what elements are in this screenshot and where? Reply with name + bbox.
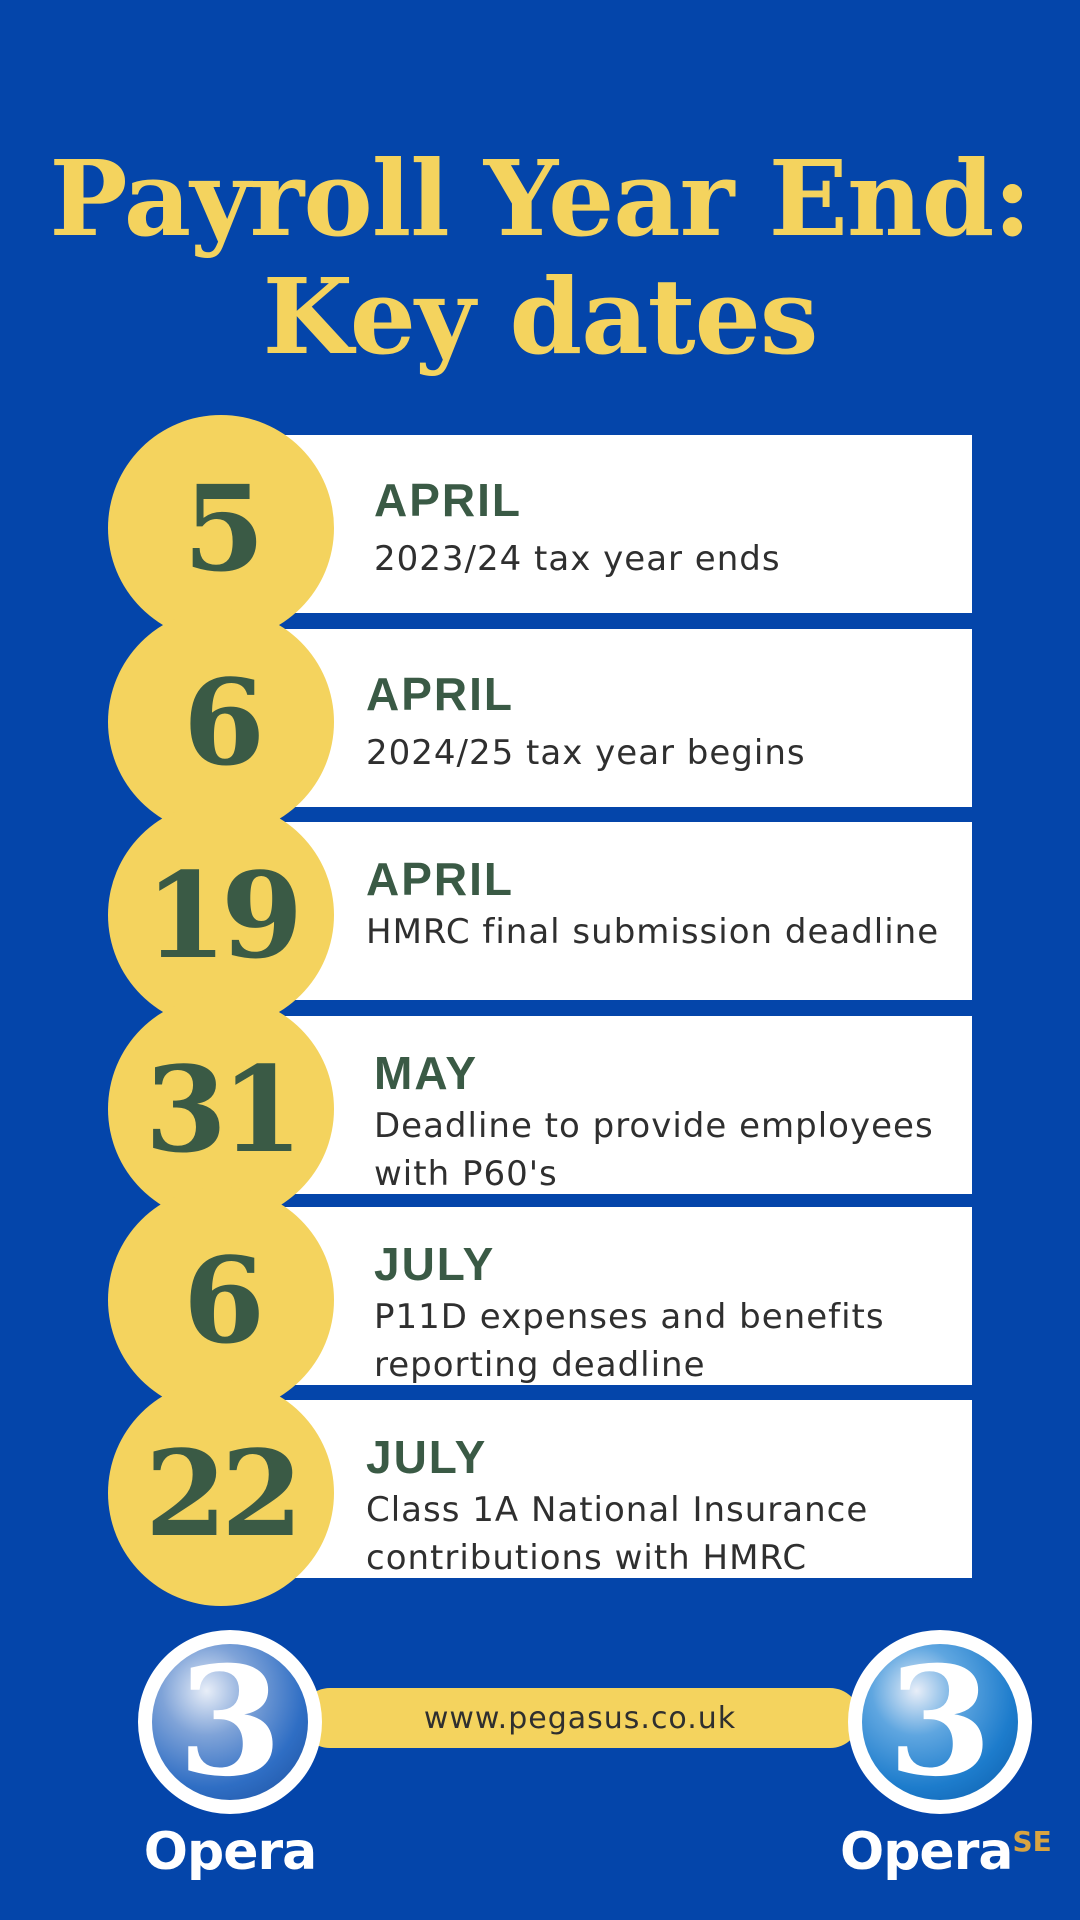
- date-month: JULY: [366, 1431, 488, 1483]
- date-row: [0, 629, 1080, 809]
- opera-logo-left: [130, 1630, 330, 1882]
- date-month: MAY: [374, 1047, 478, 1099]
- opera-se-logo-text: Opera$^{SE}$: [840, 1822, 1052, 1882]
- date-row: [0, 1400, 1080, 1580]
- date-description: P11D expenses and benefits reporting deadline: [374, 1297, 885, 1385]
- date-card: [280, 1400, 972, 1578]
- date-row: [0, 1207, 1080, 1387]
- date-card: [280, 1207, 972, 1385]
- opera-se-suffix: SE: [1012, 1825, 1052, 1858]
- opera-logo-text: Opera: [143, 1822, 317, 1882]
- title-line-2: Key dates: [262, 255, 818, 378]
- date-description: 2023/24 tax year ends: [374, 539, 781, 579]
- page-title: [0, 137, 1080, 378]
- website-url: www.pegasus.co.uk: [423, 1700, 737, 1736]
- date-row: [0, 435, 1080, 615]
- date-description: Deadline to provide employees with P60's: [374, 1106, 934, 1194]
- opera-se-logo-right: [840, 1630, 1052, 1882]
- date-card: [280, 435, 972, 613]
- date-card: [280, 1016, 972, 1194]
- title-line-1: Payroll Year End:: [49, 137, 1031, 260]
- date-row: [0, 822, 1080, 1002]
- date-day-circle: 6: [108, 609, 334, 835]
- opera-3-logo-icon: 3: [848, 1630, 1032, 1814]
- date-day-circle: 19: [108, 802, 334, 1028]
- date-day-circle: 6: [108, 1187, 334, 1413]
- date-description: 2024/25 tax year begins: [366, 733, 806, 773]
- date-day-circle: 22: [108, 1380, 334, 1606]
- date-day-circle: 31: [108, 996, 334, 1222]
- opera-3-logo-icon: 3: [138, 1630, 322, 1814]
- date-description: Class 1A National Insurance contributions with HMRC: [366, 1490, 869, 1578]
- website-link[interactable]: [300, 1688, 860, 1748]
- date-month: APRIL: [366, 668, 514, 720]
- date-day-circle: 5: [108, 415, 334, 641]
- date-row: [0, 1016, 1080, 1196]
- date-month: APRIL: [374, 474, 522, 526]
- date-month: APRIL: [366, 853, 514, 905]
- date-card: [280, 629, 972, 807]
- date-description: HMRC final submission deadline: [366, 912, 940, 952]
- date-card: [280, 822, 972, 1000]
- date-month: JULY: [374, 1238, 496, 1290]
